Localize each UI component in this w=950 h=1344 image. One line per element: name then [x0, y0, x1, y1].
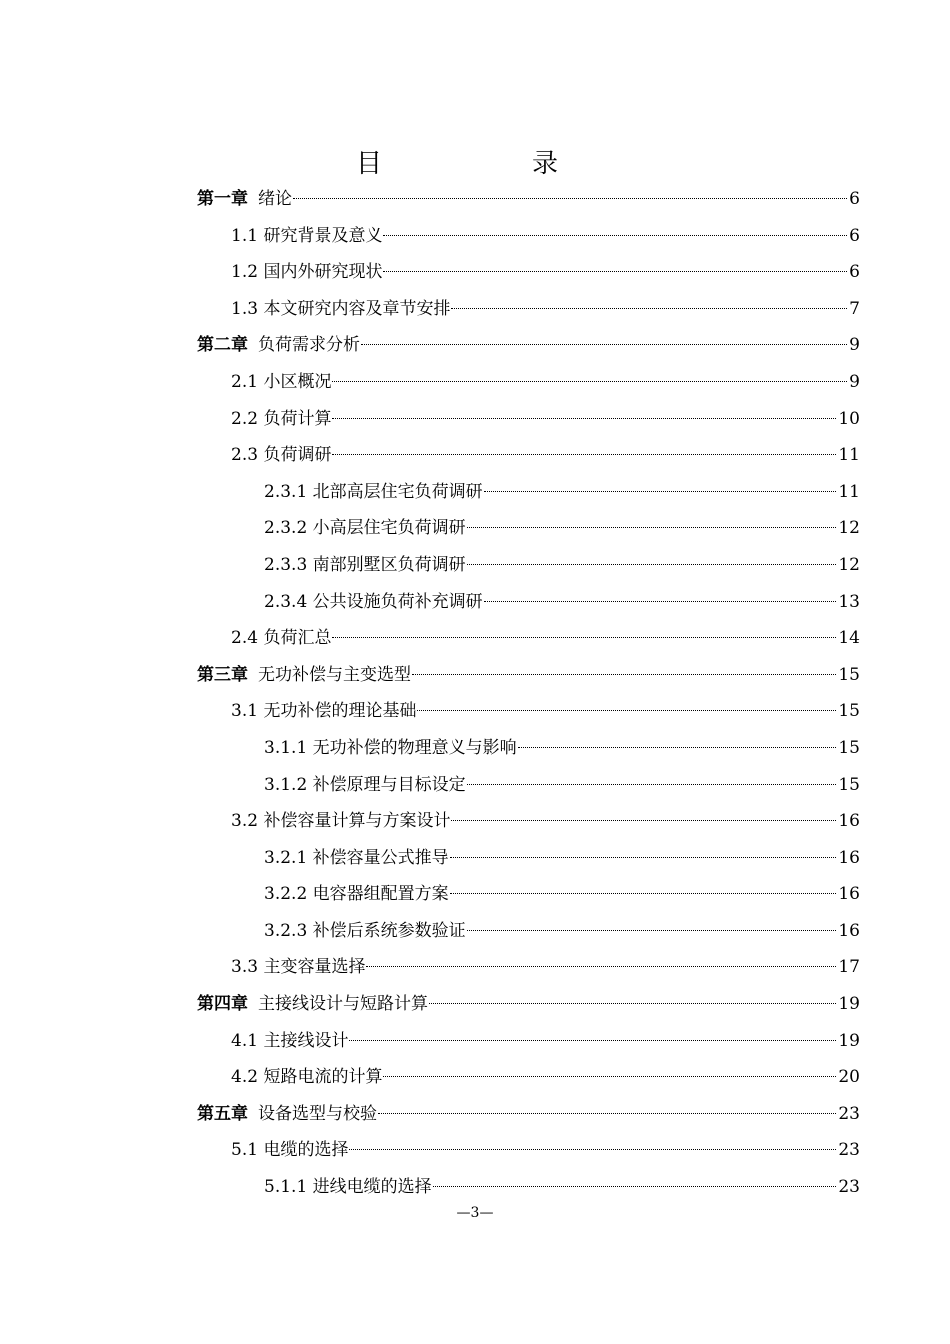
dot-leader	[332, 637, 836, 638]
toc-section-entry[interactable]	[0, 218, 950, 255]
toc-section-entry[interactable]	[0, 949, 950, 986]
toc-entry-label: 设备选型与校验	[258, 1103, 377, 1124]
toc-entry-text	[231, 1132, 348, 1169]
toc-page-number: 15	[838, 737, 860, 758]
dot-leader	[383, 235, 847, 236]
toc-page-number: 23	[838, 1177, 860, 1198]
toc-entry-label: 2.3 负荷调研	[231, 445, 332, 466]
dot-leader	[366, 966, 836, 967]
toc-page-number: 17	[838, 957, 860, 978]
toc-section-entry[interactable]	[0, 254, 950, 291]
dot-leader	[332, 418, 836, 419]
toc-chapter-entry[interactable]	[0, 986, 950, 1023]
dot-leader	[450, 857, 837, 858]
toc-entry-text	[264, 1169, 432, 1206]
toc-entry-label: 4.1 主接线设计	[231, 1030, 349, 1051]
toc-entry-label: 4.2 短路电流的计算	[231, 1067, 383, 1088]
chapter-number: 第一章	[197, 189, 248, 209]
toc-entry-text	[197, 986, 428, 1023]
dot-leader	[451, 820, 836, 821]
toc-section-entry[interactable]	[0, 1059, 950, 1096]
toc-entry-text	[231, 401, 331, 438]
toc-subsection-entry[interactable]	[0, 584, 950, 621]
toc-subsection-entry[interactable]	[0, 547, 950, 584]
toc-section-entry[interactable]	[0, 437, 950, 474]
dot-leader	[361, 344, 847, 345]
toc-entry-label: 3.1.1 无功补偿的物理意义与影响	[264, 737, 517, 758]
toc-section-entry[interactable]	[0, 1132, 950, 1169]
toc-page-number: 14	[838, 628, 860, 649]
toc-page-number: 16	[838, 920, 860, 941]
toc-page-number: 16	[838, 847, 860, 868]
toc-page-number: 23	[838, 1140, 860, 1161]
toc-page-number: 23	[838, 1103, 860, 1124]
toc-entry-text	[264, 510, 466, 547]
toc-entry-label: 3.3 主变容量选择	[231, 957, 366, 978]
toc-entry-text	[231, 437, 331, 474]
toc-subsection-entry[interactable]	[0, 730, 950, 767]
toc-entry-label: 无功补偿与主变选型	[258, 664, 411, 685]
toc-subsection-entry[interactable]	[0, 876, 950, 913]
toc-page-number: 13	[838, 591, 860, 612]
dot-leader	[378, 1113, 836, 1114]
toc-page-number: 6	[849, 262, 860, 283]
toc-entry-label: 3.2 补偿容量计算与方案设计	[231, 811, 451, 832]
toc-entry-text	[231, 803, 450, 840]
toc-entry-label: 2.2 负荷计算	[231, 408, 332, 429]
toc-subsection-entry[interactable]	[0, 1169, 950, 1206]
toc-entry-text	[264, 840, 449, 877]
toc-entry-text	[231, 364, 331, 401]
chapter-number: 第五章	[197, 1103, 248, 1124]
dot-leader	[349, 1149, 836, 1150]
dot-leader	[433, 1186, 837, 1187]
chapter-number: 第三章	[197, 664, 248, 685]
toc-page-number: 9	[849, 335, 860, 356]
dot-leader	[484, 491, 837, 492]
toc-page-number: 12	[838, 554, 860, 575]
toc-section-entry[interactable]	[0, 1023, 950, 1060]
toc-page-number: 20	[838, 1067, 860, 1088]
toc-entry-label: 1.3 本文研究内容及章节安排	[231, 298, 451, 319]
toc-entry-text	[264, 913, 466, 950]
dot-leader	[332, 381, 847, 382]
toc-entry-text	[231, 1059, 382, 1096]
toc-entry-label: 3.2.3 补偿后系统参数验证	[264, 920, 466, 941]
dot-leader	[417, 710, 836, 711]
toc-subsection-entry[interactable]	[0, 510, 950, 547]
toc-entry-text	[231, 620, 331, 657]
toc-chapter-entry[interactable]	[0, 1096, 950, 1133]
dot-leader	[484, 601, 837, 602]
toc-page-number: 12	[838, 518, 860, 539]
dot-leader	[467, 930, 837, 931]
dot-leader	[467, 564, 837, 565]
dot-leader	[429, 1003, 836, 1004]
dot-leader	[383, 271, 847, 272]
toc-entry-label: 2.4 负荷汇总	[231, 628, 332, 649]
toc-entry-text	[197, 181, 292, 218]
toc-entry-text	[231, 949, 365, 986]
toc-chapter-entry[interactable]	[0, 181, 950, 218]
toc-list	[0, 181, 950, 1206]
toc-entry-label: 绪论	[258, 189, 292, 209]
toc-page-number: 16	[838, 884, 860, 905]
toc-entry-label: 2.3.2 小高层住宅负荷调研	[264, 518, 466, 539]
toc-entry-label: 1.1 研究背景及意义	[231, 225, 383, 246]
toc-entry-label: 5.1 电缆的选择	[231, 1140, 349, 1161]
toc-entry-text	[264, 767, 466, 804]
toc-page-number: 15	[838, 701, 860, 722]
toc-entry-text	[264, 584, 483, 621]
toc-page-number: 15	[838, 664, 860, 685]
toc-page-number: 11	[838, 481, 860, 502]
toc-section-entry[interactable]	[0, 401, 950, 438]
toc-page-number: 19	[838, 1030, 860, 1051]
toc-entry-label: 3.1 无功补偿的理论基础	[231, 701, 417, 722]
toc-entry-text	[231, 1023, 348, 1060]
toc-entry-text	[264, 547, 466, 584]
toc-section-entry[interactable]	[0, 803, 950, 840]
toc-subsection-entry[interactable]	[0, 767, 950, 804]
toc-page-number: 15	[838, 774, 860, 795]
toc-entry-text	[197, 1096, 377, 1133]
toc-entry-label: 2.1 小区概况	[231, 371, 332, 392]
toc-entry-label: 3.2.2 电容器组配置方案	[264, 884, 449, 905]
toc-entry-text	[197, 657, 411, 694]
toc-entry-label: 主接线设计与短路计算	[258, 994, 428, 1015]
toc-page-number: 11	[838, 445, 860, 466]
toc-entry-text	[264, 730, 517, 767]
toc-entry-label: 1.2 国内外研究现状	[231, 262, 383, 283]
dot-leader	[467, 527, 837, 528]
dot-leader	[467, 784, 837, 785]
toc-entry-label: 3.2.1 补偿容量公式推导	[264, 847, 449, 868]
dot-leader	[412, 674, 836, 675]
toc-section-entry[interactable]	[0, 693, 950, 730]
toc-page-number: 9	[849, 371, 860, 392]
toc-subsection-entry[interactable]	[0, 474, 950, 511]
toc-page-number: 6	[849, 225, 860, 246]
toc-subsection-entry[interactable]	[0, 840, 950, 877]
toc-entry-label: 2.3.4 公共设施负荷补充调研	[264, 591, 483, 612]
toc-entry-text	[264, 474, 483, 511]
toc-title: 目 录	[355, 149, 620, 179]
toc-entry-text	[231, 254, 382, 291]
dot-leader	[518, 747, 837, 748]
dot-leader	[332, 454, 836, 455]
toc-entry-label: 2.3.3 南部别墅区负荷调研	[264, 554, 466, 575]
toc-page-number: 10	[838, 408, 860, 429]
toc-entry-label: 5.1.1 进线电缆的选择	[264, 1177, 432, 1198]
toc-page-number: 6	[849, 189, 860, 209]
toc-page-number: 16	[838, 811, 860, 832]
dot-leader	[293, 198, 847, 199]
dot-leader	[451, 308, 847, 309]
toc-entry-text	[197, 327, 360, 364]
toc-page-number: 7	[849, 298, 860, 319]
chapter-number: 第四章	[197, 994, 248, 1015]
toc-page-number: 19	[838, 994, 860, 1015]
toc-entry-text	[264, 876, 449, 913]
dot-leader	[349, 1040, 836, 1041]
toc-entry-label: 负荷需求分析	[258, 335, 360, 356]
page-number-footer: —3—	[456, 1205, 494, 1221]
dot-leader	[450, 893, 837, 894]
toc-entry-text	[231, 218, 382, 255]
toc-chapter-entry[interactable]	[0, 657, 950, 694]
toc-section-entry[interactable]	[0, 620, 950, 657]
toc-section-entry[interactable]	[0, 364, 950, 401]
chapter-number: 第二章	[197, 335, 248, 356]
dot-leader	[383, 1076, 836, 1077]
toc-entry-label: 3.1.2 补偿原理与目标设定	[264, 774, 466, 795]
toc-section-entry[interactable]	[0, 291, 950, 328]
toc-entry-text	[231, 693, 416, 730]
toc-chapter-entry[interactable]	[0, 327, 950, 364]
toc-entry-text	[231, 291, 450, 328]
toc-subsection-entry[interactable]	[0, 913, 950, 950]
toc-entry-label: 2.3.1 北部高层住宅负荷调研	[264, 481, 483, 502]
